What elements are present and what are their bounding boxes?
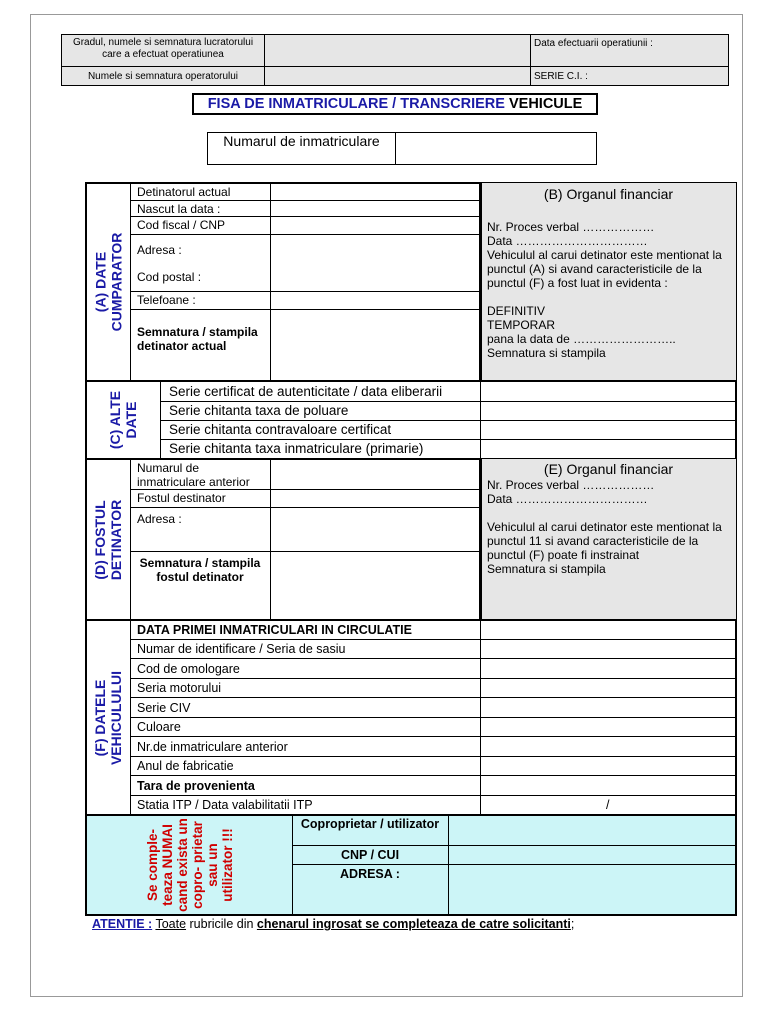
label-detinator: Detinatorul actual [137,185,231,199]
label-semnatura-d: Semnatura / stampila fostul detinator [139,556,261,584]
worker-label: Gradul, numele si semnatura lucratorului care a efectuat operatiunea [72,37,254,60]
coowner-side-label: Se comple- teaza NUMAI cand exista un copro- prietar sau un utilizator !!! [144,818,235,912]
fostul-destinator-field[interactable] [272,490,478,506]
semnatura-d-field[interactable] [272,552,478,618]
label-taxa-poluare: Serie chitanta taxa de poluare [169,403,349,418]
contravaloare-field[interactable] [482,421,734,438]
label-cnp-cui: CNP / CUI [340,848,400,862]
label-culoare: Culoare [137,720,181,734]
taxa-inmatriculare-field[interactable] [482,440,734,457]
adresa-field[interactable] [272,235,478,290]
telefoane-field[interactable] [272,292,478,308]
section-e-title: (E) Organul financiar [543,461,674,477]
certificat-field[interactable] [482,383,734,400]
label-adresa-d: Adresa : [137,512,182,526]
section-b-body: Nr. Proces verbal ……………… Data …………………………… Vehiculul al carui detinator este mentionat la punctul (A) si avand caracteristicile de la punctul (F) a fost luat in evidenta : DEFINITIV TEMPORAR pana la data de …………………….. Semnatura si stampila [487,220,722,360]
label-semnatura-a: Semnatura / stampila detinator actual [137,325,258,353]
tara-field[interactable] [482,777,734,794]
statia-itp-field[interactable] [482,797,734,814]
cod-omologare-field[interactable] [482,660,734,677]
numar-anterior-field[interactable] [272,461,478,488]
label-coproprietar: Coproprietar / utilizator [300,817,440,831]
label-seria-motor: Seria motorului [137,681,222,695]
section-d-side-label: (D) FOSTUL DETINATOR [92,499,125,580]
anul-fabricatie-field[interactable] [482,758,734,774]
label-tara: Tara de provenienta [137,779,255,793]
operator-label: Numele si semnatura operatorului [87,71,239,82]
itp-slash: / [606,798,610,812]
label-telefoane: Telefoane : [137,293,196,307]
adresa-d-field[interactable] [272,508,478,550]
label-serie-civ: Serie CIV [137,701,191,715]
data-primei-field[interactable] [482,622,734,638]
label-anul-fabricatie: Anul de fabricatie [137,759,234,773]
seria-motor-field[interactable] [482,680,734,696]
page-title: FISA DE INMATRICULARE / TRANSCRIERE VEHICULE [192,93,598,115]
cnp-field[interactable] [272,217,478,233]
label-nascut: Nascut la data : [137,202,221,216]
date-label: Data efectuarii operatiunii : [534,38,653,49]
coproprietar-field[interactable] [450,817,734,844]
serie-civ-field[interactable] [482,699,734,716]
label-contravaloare: Serie chitanta contravaloare certificat [169,422,392,437]
label-cnp: Cod fiscal / CNP [137,218,226,232]
label-cod-postal: Cod postal : [137,270,202,284]
serie-ci-label: SERIE C.I. : [534,71,588,82]
label-cod-omologare: Cod de omologare [137,662,240,676]
semnatura-a-field[interactable] [272,310,478,379]
section-a-side-label: (A) DATE CUMPARATOR [92,232,125,332]
adresa-coowner-field[interactable] [450,865,734,913]
nr-anterior-field[interactable] [482,738,734,755]
section-f-side-label: (F) DATELE VEHICULULUI [92,670,125,765]
culoare-field[interactable] [482,719,734,735]
nascut-field[interactable] [272,201,478,215]
registration-number-field[interactable] [397,134,595,163]
label-fostul-destinator: Fostul destinator [137,491,226,505]
label-adresa: Adresa : [137,243,182,257]
section-e-body: Nr. Proces verbal ……………… Data …………………………… Vehiculul al carui detinator este mentionat la punctul 11 si avand caracteristicile de la punctul (F) poate fi instrainat Semnatura si stampila [487,478,722,576]
label-statia-itp: Statia ITP / Data valabilitatii ITP [137,798,313,812]
label-nr-anterior: Nr.de inmatriculare anterior [137,740,288,754]
label-numar-anterior: Numarul de inmatriculare anterior [137,461,250,489]
label-adresa-coowner: ADRESA : [340,867,400,881]
cnp-cui-field[interactable] [450,846,734,863]
label-data-primei: DATA PRIMEI INMATRICULARI IN CIRCULATIE [137,623,412,637]
section-c-side-label: (C) ALTE DATE [107,390,139,450]
label-serie-sasiu: Numar de identificare / Seria de sasiu [137,642,346,656]
worker-field[interactable] [266,35,528,65]
serie-sasiu-field[interactable] [482,641,734,657]
label-certificat: Serie certificat de autenticitate / data eliberarii [169,384,443,399]
footer-note: ATENTIE : Toate rubricile din chenarul ingrosat se completeaza de catre solicitanti; [92,917,575,931]
taxa-poluare-field[interactable] [482,402,734,419]
registration-label: Numarul de inmatriculare [223,133,380,149]
label-taxa-inmatriculare: Serie chitanta taxa inmatriculare (primarie) [169,441,424,456]
operator-field[interactable] [266,67,528,85]
detinator-field[interactable] [272,185,478,199]
section-b-title: (B) Organul financiar [543,186,674,202]
